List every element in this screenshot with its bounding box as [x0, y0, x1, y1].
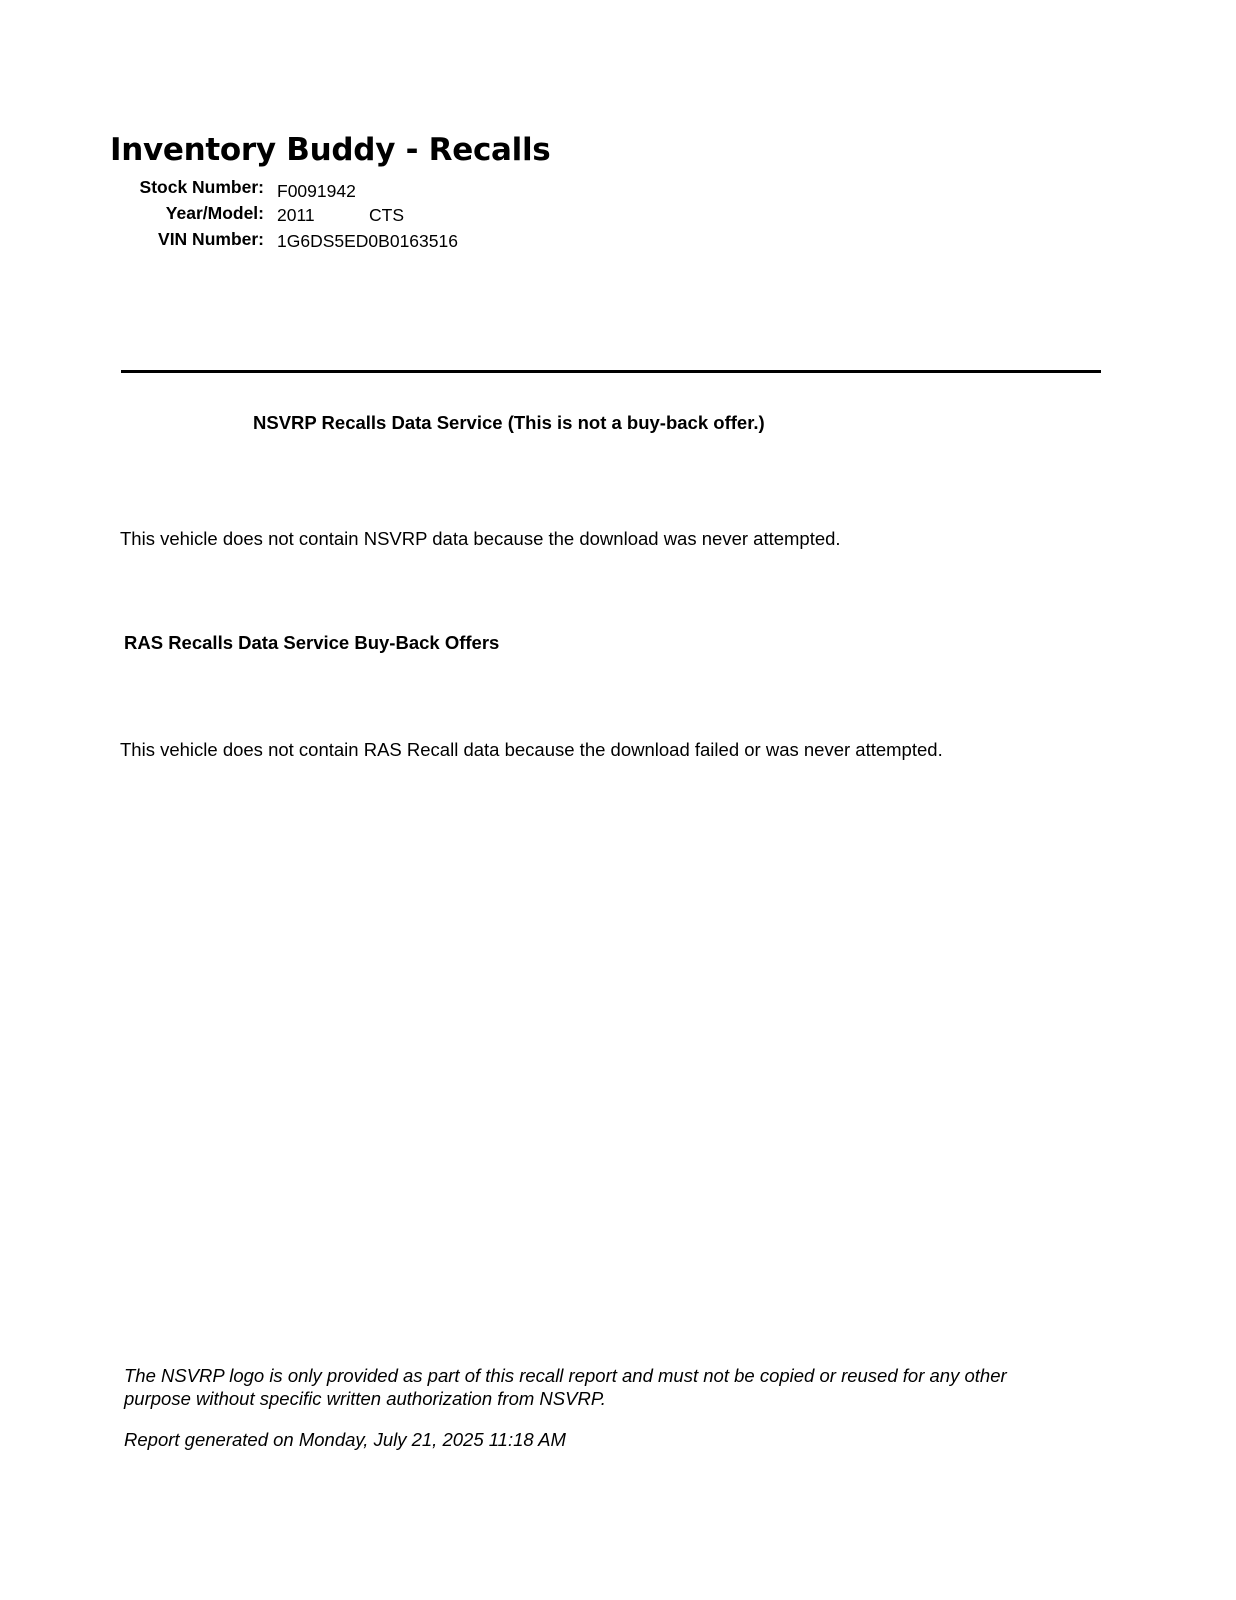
year-value: 2011	[277, 205, 315, 225]
section-divider	[121, 370, 1101, 373]
footer-disclaimer	[124, 1364, 1007, 1410]
ras-heading: RAS Recalls Data Service Buy-Back Offers	[124, 632, 500, 653]
footer-disclaimer-line1: The NSVRP logo is only provided as part of this recall report and must not be copied or reused for any other	[124, 1365, 1007, 1386]
stock-number-value: F0091942	[277, 181, 356, 201]
nsvrp-heading: NSVRP Recalls Data Service (This is not a buy-back offer.)	[253, 412, 765, 433]
footer-disclaimer-line2: purpose without specific written authorization from NSVRP.	[124, 1388, 606, 1409]
vin-number-label: VIN Number:	[158, 229, 264, 249]
year-model-label: Year/Model:	[165, 203, 264, 223]
nsvrp-message: This vehicle does not contain NSVRP data because the download was never attempted.	[120, 528, 841, 549]
stock-number-label: Stock Number:	[139, 177, 264, 197]
vin-number-value: 1G6DS5ED0B0163516	[277, 231, 458, 251]
report-title: Inventory Buddy - Recalls	[110, 132, 551, 168]
model-value: CTS	[369, 205, 404, 225]
report-generated-timestamp: Report generated on Monday, July 21, 2025 11:18 AM	[124, 1429, 566, 1450]
ras-message: This vehicle does not contain RAS Recall data because the download failed or was never attempted.	[120, 739, 943, 760]
